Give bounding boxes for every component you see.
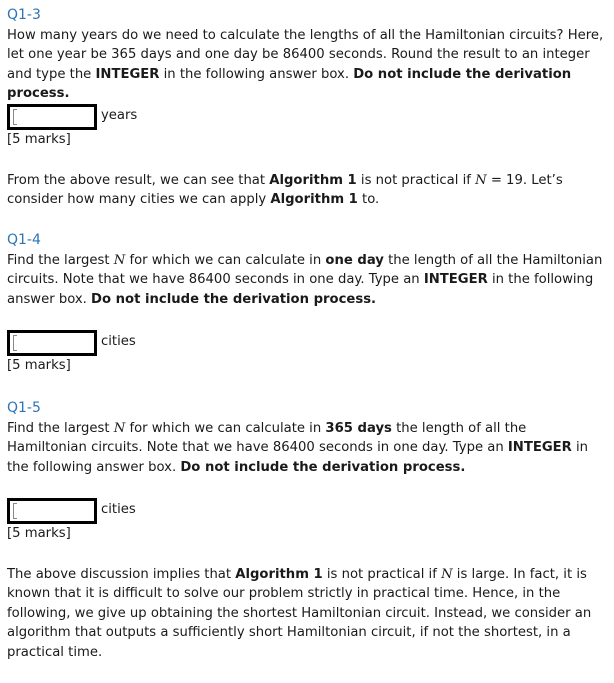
text-cursor-icon [13, 335, 17, 351]
q1-4-answer-box[interactable] [7, 330, 97, 356]
q1-5-var-n: N [113, 421, 126, 436]
text-cursor-icon [13, 109, 17, 125]
q1-4-title: Q1-4 [7, 232, 41, 248]
closing-text-3: is large. In fact, it is known that it is difficult to solve our problem strictly in practical time. Hence, in the following, we give up obtaining the shortest Hamiltonian circuit. Instead, we consider an algorithm that outputs a sufficiently short Hamiltonian circuit, if not the shortest, in a practical time. [7, 567, 592, 660]
closing-paragraph [7, 565, 607, 662]
q1-4-answer-input[interactable] [20, 333, 90, 353]
q1-5-question [7, 419, 607, 477]
bridge-text-2: is not practical if [356, 173, 476, 188]
bridge-paragraph [7, 171, 607, 210]
q1-4-var-n: N [113, 253, 126, 268]
q1-3-bold-integer: INTEGER [95, 66, 160, 82]
q1-3-unit-label: years [101, 108, 138, 123]
q1-5-answer-input[interactable] [20, 501, 90, 521]
q1-3-bold-instruction: Do not include the derivation process. [7, 66, 572, 102]
q1-5-bold-instruction: Do not include the derivation process. [180, 459, 466, 475]
q1-4-text-3: the length of all the Hamiltonian circuits. Note that we have 86400 seconds in one day. Type an [7, 253, 603, 288]
q1-4-text-4: in the following answer box. [7, 272, 594, 307]
bridge-text-3: = 19. Let’s consider how many cities we can apply [7, 173, 563, 208]
bridge-var-n: N [475, 173, 487, 188]
q1-3-answer-input[interactable] [20, 107, 90, 127]
q1-5-title: Q1-5 [7, 400, 41, 416]
bridge-bold-algorithm: Algorithm 1 [269, 173, 357, 188]
q1-3-marks: [5 marks] [7, 132, 71, 147]
q1-5-text-4: in the following answer box. [7, 440, 589, 475]
q1-4-text-1: Find the largest [7, 253, 114, 268]
q1-3-text-1: How many years do we need to calculate the lengths of all the Hamiltonian circuits? Here, let one year be 365 days and one day be 86400 seconds. Round the result to an integer and type the [7, 28, 604, 82]
q1-3-text-2: in the following answer box. [159, 66, 354, 82]
q1-5-unit-label: cities [101, 502, 136, 517]
bridge-bold-algorithm-2: Algorithm 1 [270, 192, 358, 208]
q1-5-bold-365-days: 365 days [325, 421, 392, 436]
q1-4-text-2: for which we can calculate in [125, 253, 326, 268]
q1-3-question [7, 26, 607, 104]
closing-text-1: The above discussion implies that [7, 567, 236, 582]
q1-4-bold-one-day: one day [325, 253, 384, 268]
q1-4-unit-label: cities [101, 334, 136, 349]
q1-4-bold-instruction: Do not include the derivation process. [91, 291, 377, 307]
q1-3-title: Q1-3 [7, 7, 41, 23]
closing-var-n: N [441, 567, 453, 582]
q1-5-answer-box[interactable] [7, 498, 97, 524]
closing-text-2: is not practical if [322, 567, 442, 582]
q1-5-text-2: for which we can calculate in [125, 421, 326, 436]
q1-4-marks: [5 marks] [7, 358, 71, 373]
closing-bold-algorithm: Algorithm 1 [235, 567, 323, 582]
bridge-text-1: From the above result, we can see that [7, 173, 270, 188]
q1-3-answer-box[interactable] [7, 104, 97, 130]
q1-5-text-1: Find the largest [7, 421, 114, 436]
q1-5-bold-integer: INTEGER [507, 440, 572, 456]
q1-5-marks: [5 marks] [7, 526, 71, 541]
bridge-text-4: to. [357, 192, 380, 208]
q1-4-question [7, 251, 607, 309]
q1-4-bold-integer: INTEGER [423, 272, 488, 288]
q1-5-text-3: the length of all the Hamiltonian circuits. Note that we have 86400 seconds in one day. Type an [7, 421, 527, 456]
text-cursor-icon [13, 503, 17, 519]
